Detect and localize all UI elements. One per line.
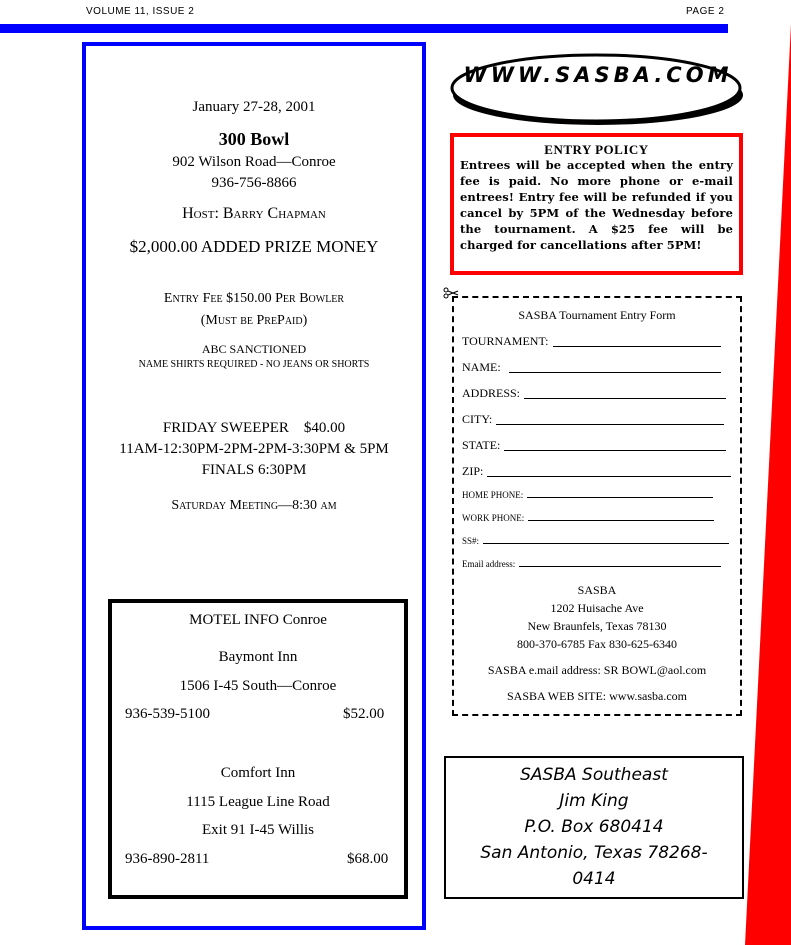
hotel2-price: $68.00 (347, 851, 389, 867)
ss-label: SS#: (462, 536, 480, 546)
email-field[interactable] (462, 559, 721, 569)
email-line[interactable] (519, 565, 721, 567)
name-line[interactable] (509, 371, 721, 373)
form-phones: 800-370-6785 Fax 830-625-6340 (517, 637, 677, 651)
address-line[interactable] (524, 397, 726, 399)
saturday-meeting: Saturday Meeting—8:30 am (171, 498, 337, 513)
event-address: 902 Wilson Road—Conroe (172, 154, 336, 170)
city-field[interactable] (462, 412, 724, 427)
southeast-zip: 0414 (572, 869, 616, 889)
policy-text: Entrees will be accepted when the entry fee is paid. No more phone or e-mail entrees! Entry fee will be refunded if you cancel by 5PM of the Wednesday before the tournament. A $25 fee will be charged for cancellations after 5PM! (460, 158, 733, 252)
southeast-pobox: P.O. Box 680414 (524, 817, 664, 837)
entry-fee: Entry Fee $150.00 Per Bowler (163, 291, 345, 306)
city-label: CITY: (462, 412, 493, 426)
ss-line[interactable] (483, 542, 729, 544)
city-line[interactable] (496, 423, 724, 425)
header-rule (0, 24, 728, 33)
form-email-line: SASBA e.mail address: SR BOWL@aol.com (487, 663, 707, 677)
ss-field[interactable] (462, 536, 729, 546)
abc-sanctioned: ABC SANCTIONED (201, 342, 307, 356)
policy-title: ENTRY POLICY (544, 142, 649, 157)
form-title: SASBA Tournament Entry Form (518, 308, 676, 322)
name-label: NAME: (462, 360, 501, 374)
sweeper-times: 11AM-12:30PM-2PM-2PM-3:30PM & 5PM (119, 441, 389, 457)
dress-code: NAME SHIRTS REQUIRED - NO JEANS OR SHORTS (138, 359, 370, 370)
zip-line[interactable] (487, 475, 731, 477)
southeast-city: San Antonio, Texas 78268- (480, 843, 708, 863)
friday-sweeper: FRIDAY SWEEPER $40.00 (162, 420, 346, 436)
southeast-contact: Jim King (559, 791, 629, 811)
hotel2-address: 1115 League Line Road (186, 794, 330, 810)
hotel2-phone: 936-890-2811 (125, 851, 210, 867)
state-label: STATE: (462, 438, 501, 452)
hotel1-address: 1506 I-45 South—Conroe (179, 678, 337, 694)
home-phone-line[interactable] (527, 496, 713, 498)
entry-form (452, 296, 742, 716)
hotel1-phone: 936-539-5100 (125, 706, 210, 722)
event-host: Host: Barry Chapman (182, 205, 326, 222)
tournament-label: TOURNAMENT: (462, 334, 549, 348)
finals-time: FINALS 6:30PM (201, 462, 307, 478)
address-field[interactable] (462, 386, 726, 401)
zip-label: ZIP: (462, 464, 484, 478)
form-street: 1202 Huisache Ave (550, 601, 644, 615)
home-phone-field[interactable] (462, 490, 713, 500)
event-prize: $2,000.00 ADDED PRIZE MONEY (129, 237, 379, 256)
form-city-line: New Braunfels, Texas 78130 (527, 619, 667, 633)
hotel2-exit: Exit 91 I-45 Willis (201, 822, 315, 838)
email-label: Email address: (462, 559, 516, 569)
home-phone-label: HOME PHONE: (462, 490, 524, 500)
hotel1-price: $52.00 (343, 706, 385, 722)
form-web-line: SASBA WEB SITE: www.sasba.com (507, 689, 687, 703)
work-phone-field[interactable] (462, 513, 714, 523)
website-banner-text: WWW.SASBA.COM (463, 63, 733, 87)
event-phone: 936-756-8866 (211, 175, 297, 191)
entry-prepaid: (Must be PrePaid) (200, 313, 308, 328)
red-wedge-decoration (745, 24, 791, 945)
work-phone-line[interactable] (528, 519, 714, 521)
tournament-line[interactable] (553, 345, 721, 347)
website-oval-banner (450, 48, 746, 128)
hotel2-name: Comfort Inn (220, 765, 296, 781)
volume-label: VOLUME 11, ISSUE 2 (86, 6, 195, 17)
event-date: January 27-28, 2001 (192, 99, 316, 115)
motel-title: MOTEL INFO Conroe (189, 612, 327, 628)
address-label: ADDRESS: (462, 386, 521, 400)
state-field[interactable] (462, 438, 726, 453)
event-venue: 300 Bowl (218, 129, 290, 149)
entry-policy-box (450, 133, 743, 275)
state-line[interactable] (504, 449, 726, 451)
work-phone-label: WORK PHONE: (462, 513, 525, 523)
southeast-title: SASBA Southeast (520, 765, 668, 785)
form-org: SASBA (577, 583, 617, 597)
hotel1-name: Baymont Inn (218, 649, 298, 665)
tournament-field[interactable] (462, 334, 721, 349)
name-field[interactable] (462, 360, 721, 375)
page-number: PAGE 2 (686, 6, 725, 17)
zip-field[interactable] (462, 464, 731, 479)
